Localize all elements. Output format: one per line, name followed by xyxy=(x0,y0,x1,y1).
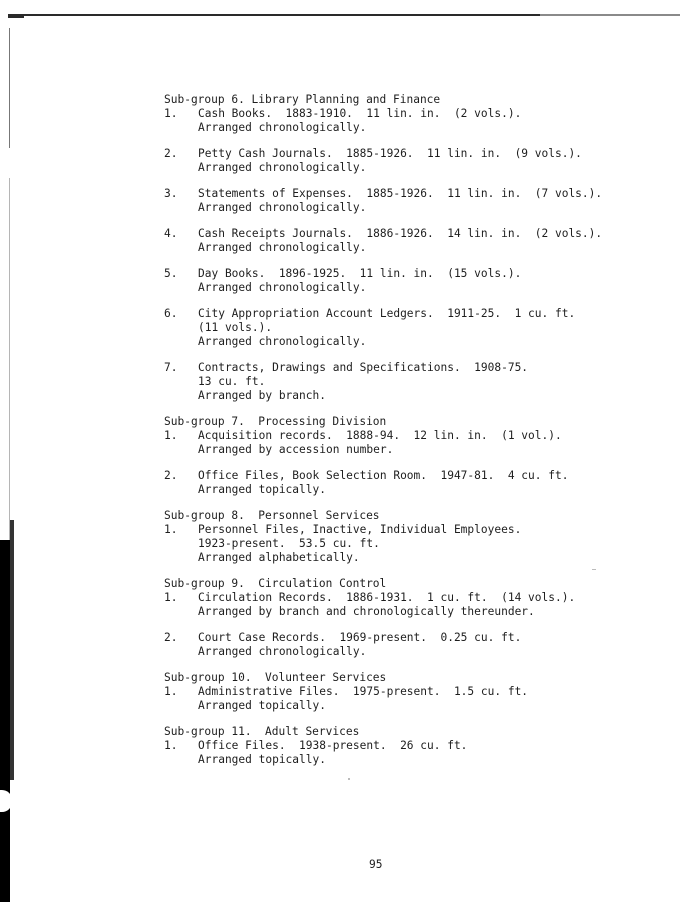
entry-description: Contracts, Drawings and Specifications. 1908-75. xyxy=(198,361,529,374)
entry-number: 6. xyxy=(164,307,178,320)
entry-number: 1. xyxy=(164,429,178,442)
binding-notch xyxy=(0,790,12,812)
entry-description: Personnel Files, Inactive, Individual Employees. xyxy=(198,523,522,536)
entry-description: Cash Books. 1883-1910. 11 lin. in. (2 vols.). xyxy=(198,107,522,120)
entry-detail: 13 cu. ft. xyxy=(198,375,266,388)
subgroup xyxy=(164,415,664,497)
inventory-entry xyxy=(164,361,664,403)
binding-shadow xyxy=(0,540,10,902)
left-scan-edge xyxy=(9,28,10,148)
entry-number: 1. xyxy=(164,523,178,536)
entry-detail: (11 vols.). xyxy=(198,321,273,334)
entry-description: Statements of Expenses. 1885-1926. 11 lin. in. (7 vols.). xyxy=(198,187,603,200)
entry-detail: Arranged topically. xyxy=(198,699,326,712)
inventory-entry xyxy=(164,307,664,349)
entry-description: Office Files, Book Selection Room. 1947-81. 4 cu. ft. xyxy=(198,469,569,482)
inventory-list xyxy=(164,93,664,779)
inventory-entry xyxy=(164,739,664,767)
entry-detail: 1923-present. 53.5 cu. ft. xyxy=(198,537,380,550)
entry-description: Office Files. 1938-present. 26 cu. ft. xyxy=(198,739,468,752)
entry-number: 1. xyxy=(164,591,178,604)
inventory-entry xyxy=(164,147,664,175)
subgroup xyxy=(164,577,664,659)
inventory-entry xyxy=(164,685,664,713)
entry-detail: Arranged topically. xyxy=(198,753,326,766)
entry-description: Circulation Records. 1886-1931. 1 cu. ft. (14 vols.). xyxy=(198,591,576,604)
inventory-entry xyxy=(164,227,664,255)
inventory-entry xyxy=(164,429,664,457)
entry-detail: Arranged chronologically. xyxy=(198,241,367,254)
subgroup-title: Sub-group 8. Personnel Services xyxy=(164,509,380,522)
subgroup-title: Sub-group 6. Library Planning and Finance xyxy=(164,93,441,106)
entry-detail: Arranged chronologically. xyxy=(198,201,367,214)
entry-number: 1. xyxy=(164,107,178,120)
entry-description: Cash Receipts Journals. 1886-1926. 14 lin. in. (2 vols.). xyxy=(198,227,603,240)
top-rule-faded-end xyxy=(540,14,680,16)
subgroup xyxy=(164,509,664,565)
entry-description: Administrative Files. 1975-present. 1.5 cu. ft. xyxy=(198,685,529,698)
subgroup xyxy=(164,671,664,713)
subgroup-title: Sub-group 7. Processing Division xyxy=(164,415,387,428)
page-number: 95 xyxy=(369,858,383,871)
inventory-entry xyxy=(164,469,664,497)
entry-number: 1. xyxy=(164,739,178,752)
entry-detail: Arranged topically. xyxy=(198,483,326,496)
entry-detail: Arranged chronologically. xyxy=(198,335,367,348)
entry-detail: Arranged chronologically. xyxy=(198,645,367,658)
inventory-entry xyxy=(164,631,664,659)
entry-detail: Arranged by accession number. xyxy=(198,443,394,456)
entry-description: Day Books. 1896-1925. 11 lin. in. (15 vols.). xyxy=(198,267,522,280)
inventory-entry xyxy=(164,187,664,215)
entry-number: 2. xyxy=(164,469,178,482)
subgroup-title: Sub-group 11. Adult Services xyxy=(164,725,360,738)
entry-description: City Appropriation Account Ledgers. 1911-25. 1 cu. ft. xyxy=(198,307,576,320)
entry-detail: Arranged alphabetically. xyxy=(198,551,360,564)
entry-detail: Arranged chronologically. xyxy=(198,161,367,174)
inventory-entry xyxy=(164,107,664,135)
corner-mark xyxy=(8,16,24,30)
entry-detail: Arranged chronologically. xyxy=(198,121,367,134)
entry-number: 1. xyxy=(164,685,178,698)
binding-shadow-inner xyxy=(10,520,14,780)
entry-number: 2. xyxy=(164,147,178,160)
entry-number: 5. xyxy=(164,267,178,280)
entry-description: Court Case Records. 1969-present. 0.25 cu. ft. xyxy=(198,631,522,644)
subgroup-title: Sub-group 10. Volunteer Services xyxy=(164,671,387,684)
subgroup xyxy=(164,725,664,767)
entry-number: 2. xyxy=(164,631,178,644)
entry-description: Petty Cash Journals. 1885-1926. 11 lin. in. (9 vols.). xyxy=(198,147,582,160)
inventory-entry xyxy=(164,267,664,295)
entry-number: 3. xyxy=(164,187,178,200)
subgroup xyxy=(164,93,664,403)
inventory-entry xyxy=(164,523,664,565)
entry-detail: Arranged by branch and chronologically thereunder. xyxy=(198,605,535,618)
entry-number: 7. xyxy=(164,361,178,374)
inventory-entry xyxy=(164,591,664,619)
entry-number: 4. xyxy=(164,227,178,240)
entry-description: Acquisition records. 1888-94. 12 lin. in. (1 vol.). xyxy=(198,429,562,442)
entry-detail: Arranged by branch. xyxy=(198,389,326,402)
subgroup-title: Sub-group 9. Circulation Control xyxy=(164,577,387,590)
entry-detail: Arranged chronologically. xyxy=(198,281,367,294)
